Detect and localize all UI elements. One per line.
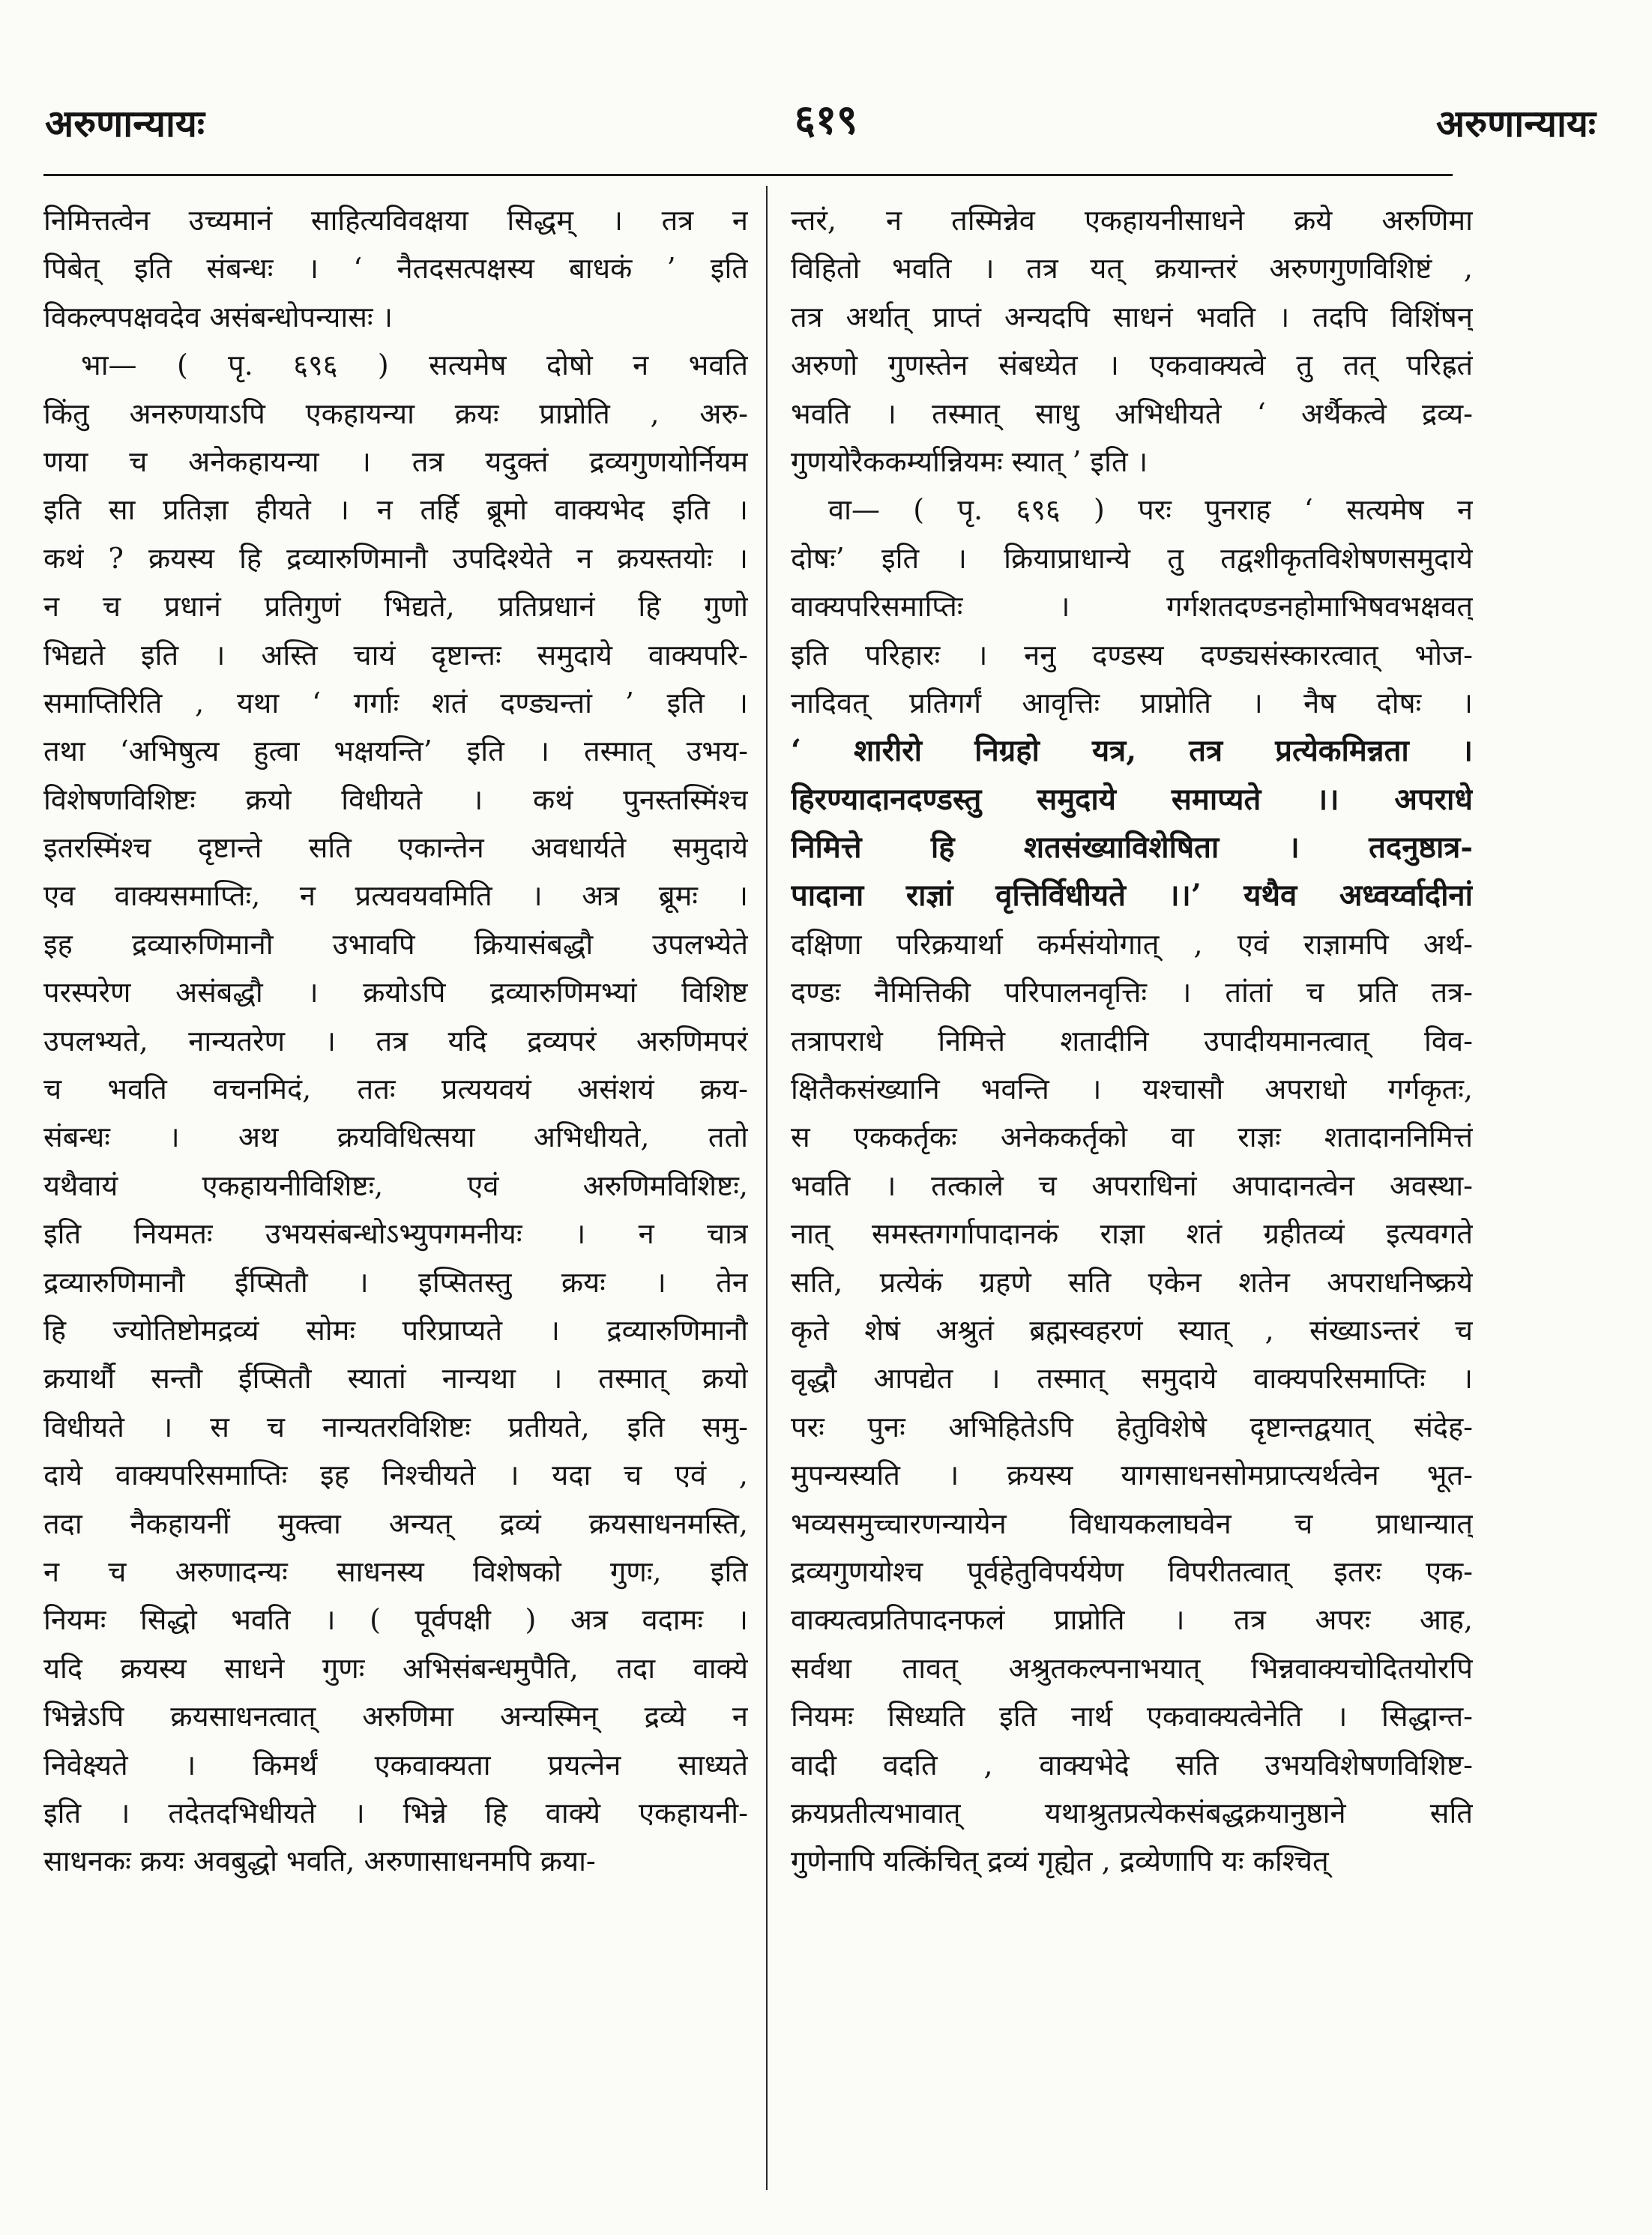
running-head-right: अरुणान्यायः <box>1436 101 1596 145</box>
text-line: समाप्तिरिति , यथा ‘ गर्गाः शतं दण्ड्यन्तां ’ इति । <box>43 686 748 720</box>
text-line: कृते शेषं अश्रुतं ब्रह्मस्वहरणं स्यात् , संख्याऽन्तरं च <box>791 1313 1473 1347</box>
text-line: क्षितैकसंख्यानि भवन्ति । यश्चासौ अपराधो गर्गकृतः, <box>791 1073 1473 1106</box>
text-line: द्रव्यारुणिमानौ ईप्सितौ । इप्सितस्तु क्रयः । तेन <box>43 1265 748 1299</box>
text-line: एव वाक्यसमाप्तिः, न प्रत्यवयवमिति । अत्र ब्रूमः । <box>43 879 748 913</box>
text-line: न च प्रधानं प्रतिगुणं भिद्यते, प्रतिप्रधानं हि गुणो <box>43 590 748 624</box>
text-line: गुणेनापि यत्किंचित् द्रव्यं गृह्येत , द्रव्येणापि यः कश्चित् <box>791 1845 1329 1878</box>
text-line: दण्डः नैमित्तिकी परिपालनवृत्तिः । तांतां च प्रति तत्र- <box>791 976 1473 1010</box>
text-line: दक्षिणा परिक्रयार्था कर्मसंयोगात् , एवं राज्ञामपि अर्थ- <box>791 927 1473 961</box>
text-line: भव्यसमुच्चारणन्यायेन विधायकलाघवेन च प्राधान्यात् <box>791 1506 1473 1540</box>
text-line: भवति । तस्मात् साधु अभिधीयते ‘ अर्थैकत्वे द्रव्य- <box>791 396 1473 430</box>
text-line: वृद्धौ आपद्येत । तस्मात् समुदाये वाक्यपरिसमाप्तिः । <box>791 1362 1473 1396</box>
text-line: पादाना राज्ञां वृत्तिर्विधीयते ।।’ यथैव अध्वर्य्वादीनां <box>791 878 1473 914</box>
text-line: भिद्यते इति । अस्ति चायं दृष्टान्तः समुदाये वाक्यपरि- <box>43 638 748 672</box>
text-line: नियमः सिद्धो भवति । ( पूर्वपक्षी ) अत्र वदामः । <box>43 1603 748 1637</box>
text-line: हिरण्यादानदण्डस्तु समुदाये समाप्यते ।। अपराधे <box>791 781 1473 817</box>
text-line: इतरस्मिंश्च दृष्टान्ते सति एकान्तेन अवधार्यते समुदाये <box>43 831 748 865</box>
text-line: ‘ शारीरो निग्रहो यत्र, तत्र प्रत्येकमिन्नता । <box>791 733 1473 769</box>
text-line: द्रव्यगुणयोश्च पूर्वहेतुविपर्ययेण विपरीतत्वात् इतरः एक- <box>791 1554 1473 1588</box>
text-line: इति परिहारः । ननु दण्डस्य दण्ड्यसंस्कारत्वात् भोज- <box>791 638 1473 672</box>
text-line: विशेषणविशिष्टः क्रयो विधीयते । कथं पुनस्तस्मिंश्च <box>43 782 748 816</box>
text-line: वादी वदति , वाक्यभेदे सति उभयविशेषणविशिष्ट- <box>791 1748 1473 1782</box>
text-line: दाये वाक्यपरिसमाप्तिः इह निश्चीयते । यदा च एवं , <box>43 1459 748 1492</box>
text-line: क्रयार्थौ सन्तौ ईप्सितौ स्यातां नान्यथा । तस्मात् क्रयो <box>43 1362 748 1396</box>
text-line: साधनकः क्रयः अवबुद्धो भवति, अरुणासाधनमपि क्रया- <box>43 1845 596 1878</box>
text-line: नियमः सिध्यति इति नार्थ एकवाक्यत्वेनेति । सिद्धान्त- <box>791 1700 1473 1734</box>
text-line: भवति । तत्काले च अपराधिनां अपादानत्वेन अवस्था- <box>791 1168 1473 1202</box>
text-line: यथैवायं एकहायनीविशिष्टः, एवं अरुणिमविशिष्टः, <box>43 1168 748 1202</box>
text-line: निवेक्ष्यते । किमर्थं एकवाक्यता प्रयत्नेन साध्यते <box>43 1748 748 1782</box>
text-line: किंतु अनरुणयाऽपि एकहायन्या क्रयः प्राप्नोति , अरु- <box>43 396 748 430</box>
text-line: पिबेत् इति संबन्धः । ‘ नैतदसत्पक्षस्य बाधकं ’ इति <box>43 252 748 286</box>
text-line: स एककर्तृकः अनेककर्तृको वा राज्ञः शतादाननिमित्तं <box>791 1120 1473 1154</box>
text-line: अरुणो गुणस्तेन संबध्येत । एकवाक्यत्वे तु तत् परिह्रतं <box>791 349 1473 382</box>
text-line: सर्वथा तावत् अश्रुतकल्पनाभयात् भिन्नवाक्यचोदितयोरपि <box>791 1651 1473 1685</box>
text-line: भिन्नेऽपि क्रयसाधनत्वात् अरुणिमा अन्यस्मिन् द्रव्ये न <box>43 1700 748 1734</box>
text-line: संबन्धः । अथ क्रयविधित्सया अभिधीयते, ततो <box>43 1120 748 1154</box>
header-rule <box>43 174 1453 176</box>
text-line: हि ज्योतिष्टोमद्रव्यं सोमः परिप्राप्यते । द्रव्यारुणिमानौ <box>43 1313 748 1347</box>
text-line: इति सा प्रतिज्ञा हीयते । न तर्हि ब्रूमो वाक्यभेद इति । <box>43 493 748 527</box>
text-line: इति नियमतः उभयसंबन्धोऽभ्युपगमनीयः । न चात्र <box>43 1217 748 1251</box>
text-line: न्तरं, न तस्मिन्नेव एकहायनीसाधने क्रये अरुणिमा <box>791 204 1473 237</box>
text-line: गुणयोरैककर्म्यान्नियमः स्यात् ’ इति । <box>791 444 1148 478</box>
text-line: परः पुनः अभिहितेऽपि हेतुविशेषे दृष्टान्तद्वयात् संदेह- <box>791 1410 1473 1444</box>
text-line: नात् समस्तगर्गापादानकं राज्ञा शतं ग्रहीतव्यं इत्यवगते <box>791 1217 1473 1251</box>
text-line: कथं ? क्रयस्य हि द्रव्यारुणिमानौ उपदिश्येते न क्रयस्तयोः । <box>43 541 748 575</box>
left-column <box>43 196 748 1886</box>
text-line: मुपन्यस्यति । क्रयस्य यागसाधनसोमप्राप्त्यर्थत्वेन भूत- <box>791 1459 1473 1492</box>
text-line: भा— ( पृ. ६९६ ) सत्यमेष दोषो न भवति <box>81 349 748 382</box>
text-line: नादिवत् प्रतिगर्गं आवृत्तिः प्राप्नोति । नैष दोषः । <box>791 686 1473 720</box>
text-line: निमित्ते हि शतसंख्याविशेषिता । तदनुष्ठात्र- <box>791 830 1473 866</box>
text-line: इति । तदेतदभिधीयते । भिन्ने हि वाक्ये एकहायनी- <box>43 1796 748 1830</box>
text-line: विहितो भवति । तत्र यत् क्रयान्तरं अरुणगुणविशिष्टं , <box>791 252 1473 286</box>
text-line: सति, प्रत्येकं ग्रहणे सति एकेन शतेन अपराधनिष्क्रये <box>791 1265 1473 1299</box>
text-line: वा— ( पृ. ६९६ ) परः पुनराह ‘ सत्यमेष न <box>828 493 1473 527</box>
text-line: दोषः’ इति । क्रियाप्राधान्ये तु तद्वशीकृतविशेषणसमुदाये <box>791 541 1473 575</box>
text-line: उपलभ्यते, नान्यतरेण । तत्र यदि द्रव्यपरं अरुणिमपरं <box>43 1024 748 1058</box>
right-column <box>791 196 1473 1886</box>
text-line: तत्र अर्थात् प्राप्तं अन्यदपि साधनं भवति । तदपि विशिंषन् <box>791 300 1473 334</box>
text-line: तथा ‘अभिषुत्य हुत्वा भक्षयन्ति’ इति । तस्मात् उभय- <box>43 735 748 768</box>
text-line: विकल्पपक्षवदेव असंबन्धोपन्यासः । <box>43 300 394 334</box>
text-line: न च अरुणादन्यः साधनस्य विशेषको गुणः, इति <box>43 1554 748 1588</box>
page-number: ६१९ <box>794 95 858 143</box>
text-line: यदि क्रयस्य साधने गुणः अभिसंबन्धमुपैति, तदा वाक्ये <box>43 1651 748 1685</box>
text-line: तदा नैकहायनीं मुक्त्वा अन्यत् द्रव्यं क्रयसाधनमस्ति, <box>43 1506 748 1540</box>
text-line: वाक्यत्वप्रतिपादनफलं प्राप्नोति । तत्र अपरः आह, <box>791 1603 1473 1637</box>
text-line: इह द्रव्यारुणिमानौ उभावपि क्रियासंबद्धौ उपलभ्येते <box>43 927 748 961</box>
text-line: च भवति वचनमिदं, ततः प्रत्ययवयं असंशयं क्रय- <box>43 1073 748 1106</box>
text-line: क्रयप्रतीत्यभावात् यथाश्रुतप्रत्येकसंबद्धक्रयानुष्ठाने सति <box>791 1796 1473 1830</box>
text-line: णया च अनेकहायन्या । तत्र यदुक्तं द्रव्यगुणयोर्नियम <box>43 444 748 478</box>
text-line: परस्परेण असंबद्धौ । क्रयोऽपि द्रव्यारुणिमभ्यां विशिष्ट <box>43 976 748 1010</box>
text-line: तत्रापराधे निमित्ते शतादीनि उपादीयमानत्वात् विव- <box>791 1024 1473 1058</box>
text-line: विधीयते । स च नान्यतरविशिष्टः प्रतीयते, इति समु- <box>43 1410 748 1444</box>
text-line: निमित्तत्वेन उच्यमानं साहित्यविवक्षया सिद्धम् । तत्र न <box>43 204 748 237</box>
column-divider <box>766 186 768 2190</box>
running-head-left: अरुणान्यायः <box>45 101 205 145</box>
text-line: वाक्यपरिसमाप्तिः । गर्गशतदण्डनहोमाभिषवभक्षवत् <box>791 590 1473 624</box>
